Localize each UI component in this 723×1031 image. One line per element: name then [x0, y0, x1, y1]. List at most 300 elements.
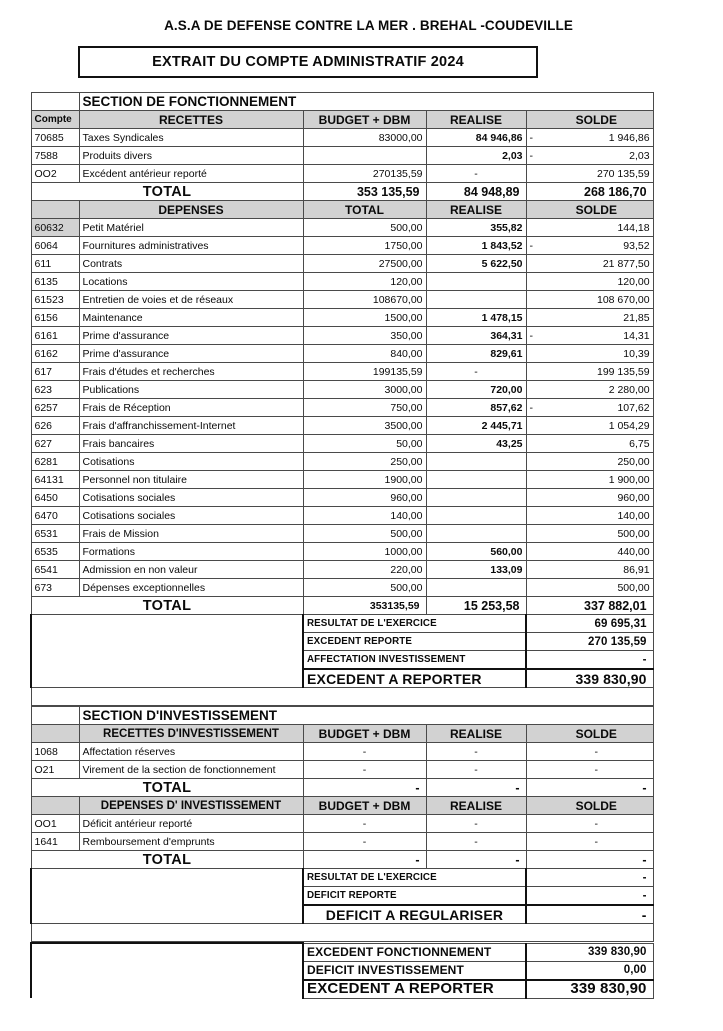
table-row	[31, 435, 653, 453]
row-code: OO1	[31, 815, 79, 833]
recettes-total-label: TOTAL	[31, 183, 303, 201]
row-code: 617	[31, 363, 79, 381]
row-solde-sign: -	[526, 237, 540, 255]
col-header-total: TOTAL	[303, 201, 426, 219]
row-label: Formations	[79, 543, 303, 561]
row-code: 673	[31, 579, 79, 597]
row-code: 6064	[31, 237, 79, 255]
table-row	[31, 561, 653, 579]
row-realise: -	[426, 833, 526, 851]
row-budget: 3500,00	[303, 417, 426, 435]
row-realise	[426, 471, 526, 489]
col-header-solde-sign-inv	[526, 725, 540, 743]
row-realise: -	[426, 815, 526, 833]
row-budget: 960,00	[303, 489, 426, 507]
row-solde-sign	[526, 453, 540, 471]
summary-label: DEFICIT REPORTE	[303, 887, 526, 906]
row-code: 611	[31, 255, 79, 273]
row-solde: 107,62	[540, 399, 653, 417]
depenses-total-row	[31, 597, 653, 615]
summary-label: EXCEDENT REPORTE	[303, 633, 526, 651]
row-budget: 3000,00	[303, 381, 426, 399]
section-title-spacer	[31, 707, 79, 725]
table-row	[31, 363, 653, 381]
table-row	[31, 327, 653, 345]
row-label: Entretien de voies et de réseaux	[79, 291, 303, 309]
row-solde-sign	[526, 435, 540, 453]
summary-final-label: EXCEDENT A REPORTER	[303, 669, 526, 688]
recettes-total-realise: 84 948,89	[426, 183, 526, 201]
row-budget: -	[303, 743, 426, 761]
grand-total-label: DEFICIT INVESTISSEMENT	[303, 961, 526, 980]
table-row	[31, 489, 653, 507]
summary-spacer	[31, 633, 303, 651]
summary-label: RESULTAT DE L'EXERCICE	[303, 869, 526, 887]
row-realise: 2,03	[426, 147, 526, 165]
row-solde: 21,85	[540, 309, 653, 327]
row-code: 6535	[31, 543, 79, 561]
recettes-inv-total-realise: -	[426, 779, 526, 797]
summary-row	[31, 869, 653, 887]
summary-spacer	[31, 615, 303, 633]
row-label: Affectation réserves	[79, 743, 303, 761]
summary-row	[31, 633, 653, 651]
recettes-inv-total-budget: -	[303, 779, 426, 797]
row-solde-sign	[526, 471, 540, 489]
row-solde-sign	[526, 815, 540, 833]
fonctionnement-section-title-row	[31, 93, 653, 111]
table-row	[31, 345, 653, 363]
row-code: 61523	[31, 291, 79, 309]
row-code: 6135	[31, 273, 79, 291]
row-code: 626	[31, 417, 79, 435]
table-row	[31, 309, 653, 327]
row-budget: 840,00	[303, 345, 426, 363]
row-label: Cotisations	[79, 453, 303, 471]
row-label: Prime d'assurance	[79, 327, 303, 345]
grand-total-spacer	[31, 943, 303, 961]
row-code: 6257	[31, 399, 79, 417]
row-budget: 250,00	[303, 453, 426, 471]
row-solde: 1 054,29	[540, 417, 653, 435]
depenses-inv-total-sign	[526, 851, 540, 869]
row-code: O21	[31, 761, 79, 779]
depenses-total-solde: 337 882,01	[540, 597, 653, 615]
row-solde: 86,91	[540, 561, 653, 579]
row-solde: 10,39	[540, 345, 653, 363]
row-label: Déficit antérieur reporté	[79, 815, 303, 833]
row-solde: 2 280,00	[540, 381, 653, 399]
row-solde: -	[540, 743, 653, 761]
table-row	[31, 255, 653, 273]
summary-final-label: DEFICIT A REGULARISER	[303, 905, 526, 924]
row-solde: -	[540, 833, 653, 851]
row-label: Excédent antérieur reporté	[79, 165, 303, 183]
row-label: Frais d'affranchissement-Internet	[79, 417, 303, 435]
depenses-total-label: TOTAL	[31, 597, 303, 615]
summary-spacer	[31, 869, 303, 887]
row-solde-sign	[526, 309, 540, 327]
col-header-budget-inv: BUDGET + DBM	[303, 725, 426, 743]
row-solde: -	[540, 761, 653, 779]
table-row	[31, 525, 653, 543]
summary-value: -	[526, 651, 653, 670]
table-row	[31, 815, 653, 833]
row-code: 6531	[31, 525, 79, 543]
col-header-compte-inv	[31, 725, 79, 743]
row-label: Cotisations sociales	[79, 489, 303, 507]
row-label: Frais bancaires	[79, 435, 303, 453]
row-budget: 108670,00	[303, 291, 426, 309]
grand-total-final-spacer	[31, 980, 303, 999]
investissement-section-title-row	[31, 707, 653, 725]
row-budget: -	[303, 815, 426, 833]
col-header-recettes: RECETTES	[79, 111, 303, 129]
col-header-solde-inv: SOLDE	[540, 725, 653, 743]
row-realise	[426, 507, 526, 525]
table-row	[31, 237, 653, 255]
grand-total-row	[31, 943, 653, 961]
account-statement-sheet	[30, 92, 652, 999]
grand-total-value: 339 830,90	[526, 943, 653, 961]
row-label: Frais de Mission	[79, 525, 303, 543]
depenses-inv-total-label: TOTAL	[31, 851, 303, 869]
row-realise: 1 843,52	[426, 237, 526, 255]
row-budget: 500,00	[303, 579, 426, 597]
grand-total-value: 0,00	[526, 961, 653, 980]
row-label: Maintenance	[79, 309, 303, 327]
investissement-table	[30, 706, 654, 942]
row-label: Cotisations sociales	[79, 507, 303, 525]
summary-final-row	[31, 905, 653, 924]
depenses-inv-total-realise: -	[426, 851, 526, 869]
row-realise: 2 445,71	[426, 417, 526, 435]
col-header-realise-dep-inv: REALISE	[426, 797, 526, 815]
row-realise	[426, 291, 526, 309]
col-header-recettes-inv: RECETTES D'INVESTISSEMENT	[79, 725, 303, 743]
row-realise: 84 946,86	[426, 129, 526, 147]
row-code: 6541	[31, 561, 79, 579]
row-solde-sign	[526, 219, 540, 237]
col-header-compte-dep-inv	[31, 797, 79, 815]
grand-total-table	[30, 942, 654, 999]
row-realise: 1 478,15	[426, 309, 526, 327]
row-code: 1641	[31, 833, 79, 851]
recettes-inv-total-sign	[526, 779, 540, 797]
row-realise: 355,82	[426, 219, 526, 237]
recettes-inv-total-label: TOTAL	[31, 779, 303, 797]
row-budget: 500,00	[303, 219, 426, 237]
row-solde-sign	[526, 543, 540, 561]
row-budget: 50,00	[303, 435, 426, 453]
summary-value: -	[526, 869, 653, 887]
row-solde-sign: -	[526, 327, 540, 345]
row-solde: 1 946,86	[540, 129, 653, 147]
row-budget: 1500,00	[303, 309, 426, 327]
col-header-budget: BUDGET + DBM	[303, 111, 426, 129]
col-header-realise-inv: REALISE	[426, 725, 526, 743]
table-row	[31, 291, 653, 309]
row-solde: 2,03	[540, 147, 653, 165]
row-solde-sign	[526, 489, 540, 507]
row-label: Fournitures administratives	[79, 237, 303, 255]
row-code: 6281	[31, 453, 79, 471]
col-header-compte: Compte	[31, 111, 79, 129]
row-solde: 440,00	[540, 543, 653, 561]
grand-total-row	[31, 961, 653, 980]
row-solde-sign	[526, 761, 540, 779]
row-code: 70685	[31, 129, 79, 147]
row-budget: 27500,00	[303, 255, 426, 273]
recettes-total-row	[31, 183, 653, 201]
row-budget: 120,00	[303, 273, 426, 291]
row-solde: 500,00	[540, 579, 653, 597]
row-code: OO2	[31, 165, 79, 183]
summary-value: -	[526, 887, 653, 906]
depenses-header-row	[31, 201, 653, 219]
row-realise: 133,09	[426, 561, 526, 579]
row-label: Locations	[79, 273, 303, 291]
summary-value: 270 135,59	[526, 633, 653, 651]
col-header-solde-sign	[526, 111, 540, 129]
col-header-depenses-inv: DEPENSES D' INVESTISSEMENT	[79, 797, 303, 815]
depenses-total-sign	[526, 597, 540, 615]
row-solde: 120,00	[540, 273, 653, 291]
depenses-inv-total-row	[31, 851, 653, 869]
row-code: 6156	[31, 309, 79, 327]
table-row	[31, 453, 653, 471]
document-title: EXTRAIT DU COMPTE ADMINISTRATIF 2024	[152, 54, 464, 70]
row-code: 6161	[31, 327, 79, 345]
row-label: Produits divers	[79, 147, 303, 165]
row-label: Contrats	[79, 255, 303, 273]
row-code: 60632	[31, 219, 79, 237]
row-code: 6450	[31, 489, 79, 507]
row-budget	[303, 147, 426, 165]
row-solde: 1 900,00	[540, 471, 653, 489]
table-row	[31, 219, 653, 237]
depenses-inv-header-row	[31, 797, 653, 815]
summary-final-value: -	[526, 905, 653, 924]
row-solde-sign	[526, 345, 540, 363]
row-label: Frais de Réception	[79, 399, 303, 417]
row-realise: 720,00	[426, 381, 526, 399]
row-realise: -	[426, 363, 526, 381]
summary-label: AFFECTATION INVESTISSEMENT	[303, 651, 526, 670]
row-code: 64131	[31, 471, 79, 489]
col-header-solde-sign-depenses	[526, 201, 540, 219]
row-solde: 500,00	[540, 525, 653, 543]
table-row	[31, 761, 653, 779]
row-budget: 1750,00	[303, 237, 426, 255]
row-realise: -	[426, 743, 526, 761]
row-realise: -	[426, 165, 526, 183]
row-budget: 350,00	[303, 327, 426, 345]
row-budget: 83000,00	[303, 129, 426, 147]
row-solde: -	[540, 815, 653, 833]
row-solde: 21 877,50	[540, 255, 653, 273]
table-row	[31, 381, 653, 399]
row-solde-sign	[526, 525, 540, 543]
row-realise	[426, 453, 526, 471]
recettes-inv-total-solde: -	[540, 779, 653, 797]
depenses-total-realise: 15 253,58	[426, 597, 526, 615]
row-solde: 93,52	[540, 237, 653, 255]
row-label: Petit Matériel	[79, 219, 303, 237]
col-header-solde-dep-inv: SOLDE	[540, 797, 653, 815]
row-solde-sign: -	[526, 129, 540, 147]
row-solde: 199 135,59	[540, 363, 653, 381]
row-budget: 220,00	[303, 561, 426, 579]
row-label: Frais d'études et recherches	[79, 363, 303, 381]
summary-row	[31, 887, 653, 906]
summary-final-value: 339 830,90	[526, 669, 653, 688]
row-solde-sign: -	[526, 147, 540, 165]
row-solde: 960,00	[540, 489, 653, 507]
summary-final-spacer	[31, 905, 303, 924]
recettes-total-solde: 268 186,70	[540, 183, 653, 201]
row-realise: 857,62	[426, 399, 526, 417]
depenses-total-budget: 353135,59	[303, 597, 426, 615]
summary-value: 69 695,31	[526, 615, 653, 633]
table-row	[31, 147, 653, 165]
row-solde: 144,18	[540, 219, 653, 237]
col-header-solde-depenses: SOLDE	[540, 201, 653, 219]
section-title-spacer	[31, 93, 79, 111]
row-realise: 43,25	[426, 435, 526, 453]
row-budget: 750,00	[303, 399, 426, 417]
row-solde: 108 670,00	[540, 291, 653, 309]
row-solde-sign	[526, 507, 540, 525]
row-code: 623	[31, 381, 79, 399]
row-solde: 14,31	[540, 327, 653, 345]
table-row	[31, 543, 653, 561]
table-row	[31, 507, 653, 525]
grand-total-final-value: 339 830,90	[526, 980, 653, 999]
col-header-solde: SOLDE	[540, 111, 653, 129]
row-solde: 250,00	[540, 453, 653, 471]
row-code: 627	[31, 435, 79, 453]
summary-final-row	[31, 669, 653, 688]
depenses-inv-total-budget: -	[303, 851, 426, 869]
table-row	[31, 743, 653, 761]
row-solde: 6,75	[540, 435, 653, 453]
row-solde-sign	[526, 363, 540, 381]
summary-spacer	[31, 887, 303, 906]
row-budget: 1900,00	[303, 471, 426, 489]
row-realise	[426, 489, 526, 507]
row-realise: 5 622,50	[426, 255, 526, 273]
recettes-header-row	[31, 111, 653, 129]
row-budget: 199135,59	[303, 363, 426, 381]
row-solde-sign	[526, 273, 540, 291]
fonctionnement-section-title: SECTION DE FONCTIONNEMENT	[79, 93, 653, 111]
recettes-total-budget: 353 135,59	[303, 183, 426, 201]
row-label: Dépenses exceptionnelles	[79, 579, 303, 597]
row-budget: 140,00	[303, 507, 426, 525]
row-label: Remboursement d'emprunts	[79, 833, 303, 851]
row-code: 6162	[31, 345, 79, 363]
row-solde-sign	[526, 291, 540, 309]
row-code: 1068	[31, 743, 79, 761]
summary-final-spacer	[31, 669, 303, 688]
row-realise: 829,61	[426, 345, 526, 363]
recettes-inv-total-row	[31, 779, 653, 797]
section-separator	[31, 924, 653, 942]
row-solde-sign	[526, 579, 540, 597]
table-row	[31, 579, 653, 597]
row-label: Virement de la section de fonctionnement	[79, 761, 303, 779]
row-label: Admission en non valeur	[79, 561, 303, 579]
summary-label: RESULTAT DE L'EXERCICE	[303, 615, 526, 633]
document-title-box	[78, 46, 538, 78]
summary-spacer	[31, 651, 303, 670]
row-budget: -	[303, 761, 426, 779]
row-code: 7588	[31, 147, 79, 165]
section-separator	[31, 688, 653, 706]
table-row	[31, 417, 653, 435]
grand-total-spacer	[31, 961, 303, 980]
row-label: Publications	[79, 381, 303, 399]
table-row	[31, 129, 653, 147]
col-header-depenses: DEPENSES	[79, 201, 303, 219]
row-label: Prime d'assurance	[79, 345, 303, 363]
row-solde: 270 135,59	[540, 165, 653, 183]
col-header-realise: REALISE	[426, 111, 526, 129]
row-label: Taxes Syndicales	[79, 129, 303, 147]
row-solde-sign	[526, 417, 540, 435]
grand-total-final-row	[31, 980, 653, 999]
table-row	[31, 471, 653, 489]
col-header-realise-depenses: REALISE	[426, 201, 526, 219]
row-solde-sign: -	[526, 399, 540, 417]
recettes-inv-header-row	[31, 725, 653, 743]
table-row	[31, 273, 653, 291]
organization-title: A.S.A DE DEFENSE CONTRE LA MER . BREHAL -COUDEVILLE	[164, 18, 573, 33]
summary-row	[31, 615, 653, 633]
row-realise	[426, 273, 526, 291]
col-header-budget-dep-inv: BUDGET + DBM	[303, 797, 426, 815]
row-solde-sign	[526, 743, 540, 761]
row-realise: -	[426, 761, 526, 779]
row-solde-sign	[526, 381, 540, 399]
row-solde-sign	[526, 561, 540, 579]
table-row	[31, 833, 653, 851]
grand-total-final-label: EXCEDENT A REPORTER	[303, 980, 526, 999]
row-budget: 500,00	[303, 525, 426, 543]
row-solde-sign	[526, 833, 540, 851]
grand-total-label: EXCEDENT FONCTIONNEMENT	[303, 943, 526, 961]
row-realise: 364,31	[426, 327, 526, 345]
row-label: Personnel non titulaire	[79, 471, 303, 489]
row-solde-sign	[526, 165, 540, 183]
row-solde-sign	[526, 255, 540, 273]
row-code: 6470	[31, 507, 79, 525]
summary-row	[31, 651, 653, 670]
recettes-total-sign	[526, 183, 540, 201]
row-budget: -	[303, 833, 426, 851]
row-realise	[426, 579, 526, 597]
row-budget: 270135,59	[303, 165, 426, 183]
investissement-section-title: SECTION D'INVESTISSEMENT	[79, 707, 653, 725]
row-budget: 1000,00	[303, 543, 426, 561]
col-header-compte-depenses	[31, 201, 79, 219]
depenses-inv-total-solde: -	[540, 851, 653, 869]
fonctionnement-table	[30, 92, 654, 706]
table-row	[31, 165, 653, 183]
col-header-solde-sign-dep-inv	[526, 797, 540, 815]
row-realise	[426, 525, 526, 543]
